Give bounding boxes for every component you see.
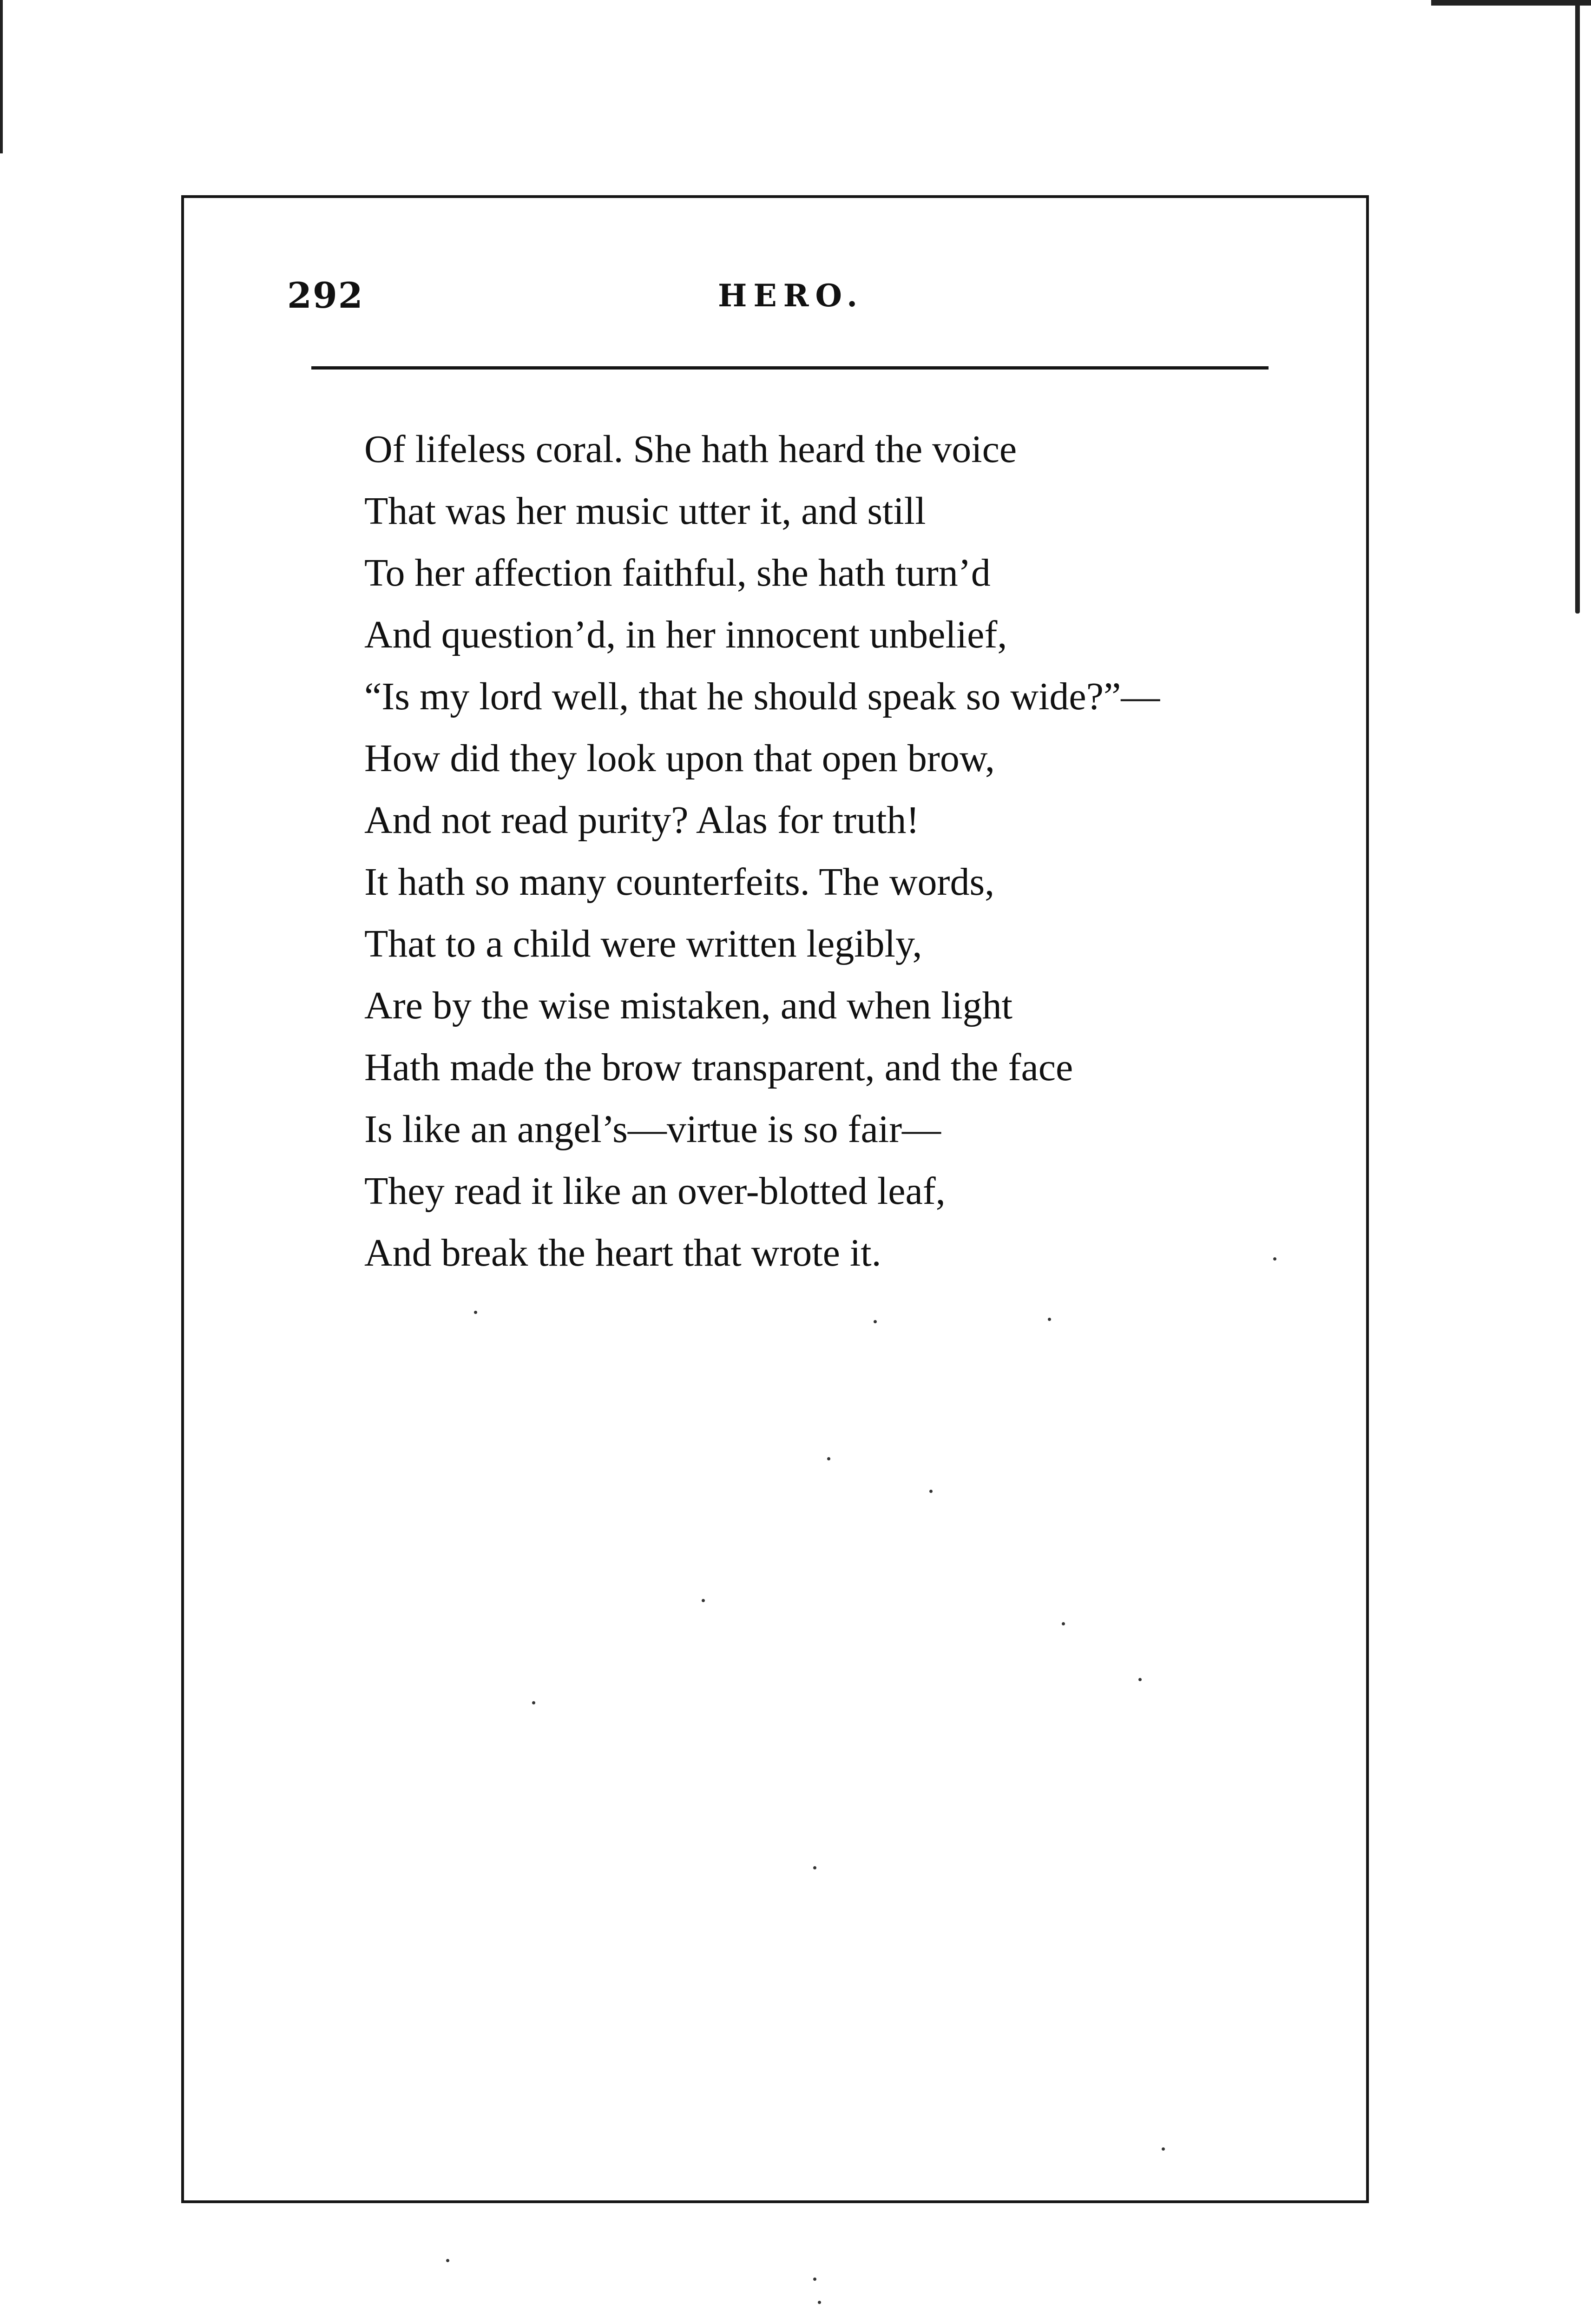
scan-speck bbox=[1048, 1318, 1051, 1321]
scan-speck bbox=[827, 1457, 830, 1460]
poem-line: Are by the wise mistaken, and when light bbox=[364, 984, 1013, 1027]
poem-line: Is like an angel’s—virtue is so fair— bbox=[364, 1108, 941, 1151]
scan-speck bbox=[818, 2301, 821, 2304]
poem-line: “Is my lord well, that he should speak so wide?”— bbox=[364, 675, 1160, 718]
running-head: HERO. bbox=[718, 277, 864, 314]
scan-speck bbox=[474, 1311, 477, 1314]
scan-edge-left bbox=[0, 0, 3, 153]
scan-edge-right bbox=[1575, 0, 1580, 614]
poem-line: They read it like an over-blotted leaf, bbox=[364, 1169, 946, 1213]
scan-speck bbox=[1162, 2147, 1165, 2151]
poem-line: Of lifeless coral. She hath heard the voice bbox=[364, 428, 1017, 471]
poem-line: How did they look upon that open brow, bbox=[364, 737, 995, 780]
scan-speck bbox=[446, 2259, 449, 2262]
scan-speck bbox=[532, 1701, 535, 1704]
scan-speck bbox=[874, 1320, 877, 1323]
poem-line: That to a child were written legibly, bbox=[364, 922, 922, 965]
poem-text bbox=[364, 418, 1160, 1284]
poem-line: That was her music utter it, and still bbox=[364, 489, 926, 533]
scan-speck bbox=[1273, 1257, 1276, 1261]
poem-line: And not read purity? Alas for truth! bbox=[364, 799, 920, 842]
scan-speck bbox=[702, 1599, 705, 1602]
poem-line: To her affection faithful, she hath turn’d bbox=[364, 551, 991, 594]
scan-speck bbox=[813, 2278, 816, 2281]
scan-speck bbox=[813, 1866, 816, 1869]
scan-speck bbox=[1138, 1678, 1142, 1681]
scan-speck bbox=[929, 1490, 933, 1493]
header-rule bbox=[311, 366, 1269, 370]
poem-line: And question’d, in her innocent unbelief, bbox=[364, 613, 1007, 656]
poem-line: Hath made the brow transparent, and the face bbox=[364, 1046, 1073, 1089]
page-number: 292 bbox=[287, 275, 364, 316]
scan-speck bbox=[1062, 1622, 1065, 1625]
scan-edge-top bbox=[1431, 0, 1591, 6]
poem-line: It hath so many counterfeits. The words, bbox=[364, 860, 995, 904]
poem-line: And break the heart that wrote it. bbox=[364, 1231, 881, 1274]
